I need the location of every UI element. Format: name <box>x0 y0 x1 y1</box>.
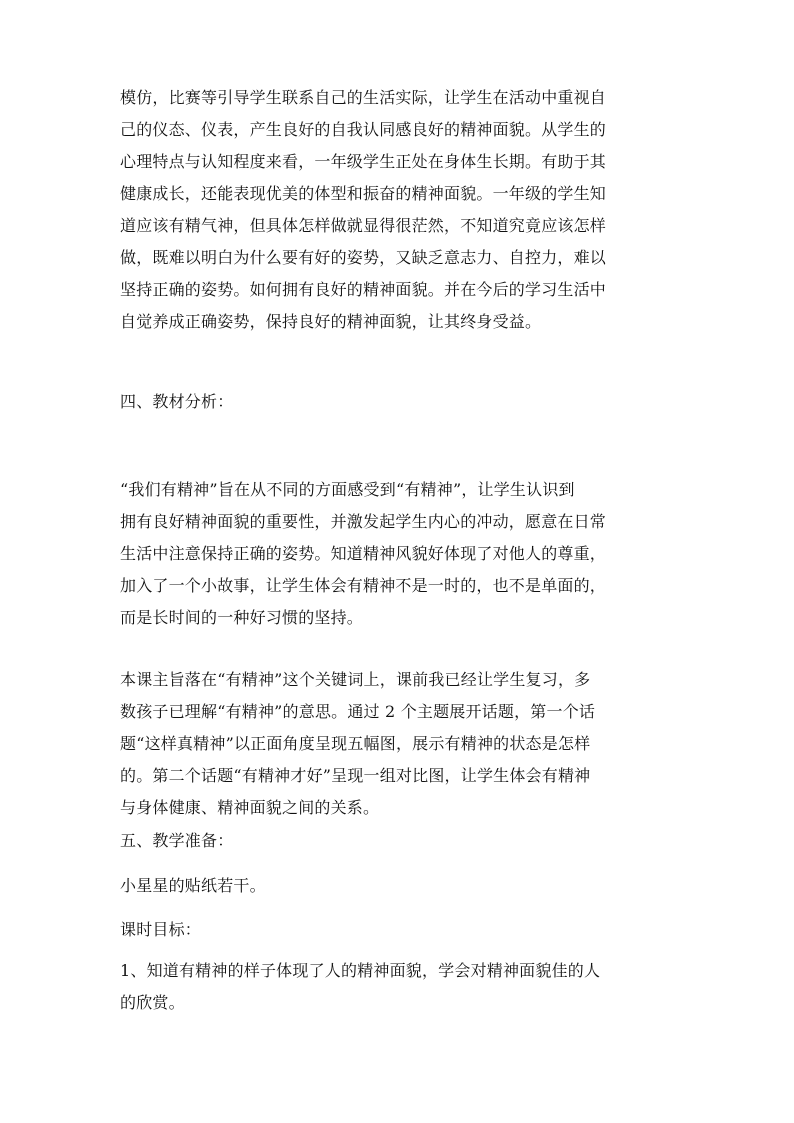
text-line: 健康成长，还能表现优美的体型和振奋的精神面貌。一年级的学生知 <box>120 184 607 203</box>
text-line: “我们有精神”旨在从不同的方面感受到“有精神”，让学生认识到 <box>120 480 575 499</box>
heading-text: 五、教学准备： <box>120 831 234 850</box>
text-line: 坚持正确的姿势。如何拥有良好的精神面貌。并在今后的学习生活中 <box>120 280 607 299</box>
section-heading-textbook-analysis <box>120 386 685 418</box>
section-heading-teaching-preparation <box>120 825 685 857</box>
text-line: 的。第二个话题“有精神才好”呈现一组对比图，让学生体会有精神 <box>120 766 591 785</box>
text-line: 题“这样真精神”以正面角度呈现五幅图，展示有精神的状态是怎样 <box>120 734 591 753</box>
text-line: 加入了一个小故事，让学生体会有精神不是一时的，也不是单面的， <box>120 576 607 595</box>
paragraph-goal-1 <box>120 955 685 1019</box>
text-line: 自觉养成正确姿势，保持良好的精神面貌，让其终身受益。 <box>120 312 542 331</box>
text-line: 做，既难以明白为什么要有好的姿势，又缺乏意志力、自控力，难以 <box>120 248 607 267</box>
text-line: 数孩子已理解“有精神”的意思。通过 2 个主题展开话题，第一个话 <box>120 702 596 721</box>
text-line: 拥有良好精神面貌的重要性，并激发起学生内心的冲动，愿意在日常 <box>120 512 607 531</box>
text-line: 道应该有精气神，但具体怎样做就显得很茫然，不知道究竟应该怎样 <box>120 216 607 235</box>
text-line: 本课主旨落在“有精神”这个关键词上，课前我已经让学生复习，多 <box>120 670 591 689</box>
paragraph-lesson-focus <box>120 664 685 824</box>
text-line: 小星星的贴纸若干。 <box>120 876 266 895</box>
section-heading-lesson-goals <box>120 914 685 946</box>
text-line: 生活中注意保持正确的姿势。知道精神风貌好体现了对他人的尊重， <box>120 544 607 563</box>
heading-text: 四、教材分析： <box>120 392 234 411</box>
text-line: 而是长时间的一种好习惯的坚持。 <box>120 608 364 627</box>
heading-text: 课时目标： <box>120 920 202 939</box>
paragraph-preparation-items <box>120 870 685 902</box>
paragraph-textbook-analysis <box>120 474 685 634</box>
text-line: 模仿，比赛等引导学生联系自己的生活实际，让学生在活动中重视自 <box>120 88 607 107</box>
text-line: 的欣赏。 <box>120 993 185 1012</box>
text-line: 与身体健康、精神面貌之间的关系。 <box>120 798 380 817</box>
text-line: 1、知道有精神的样子体现了人的精神面貌，学会对精神面貌佳的人 <box>120 961 601 980</box>
text-line: 己的仪态、仪表，产生良好的自我认同感良好的精神面貌。从学生的 <box>120 120 607 139</box>
text-line: 心理特点与认知程度来看，一年级学生正处在身体生长期。有助于其 <box>120 152 607 171</box>
paragraph-student-analysis <box>120 82 685 338</box>
